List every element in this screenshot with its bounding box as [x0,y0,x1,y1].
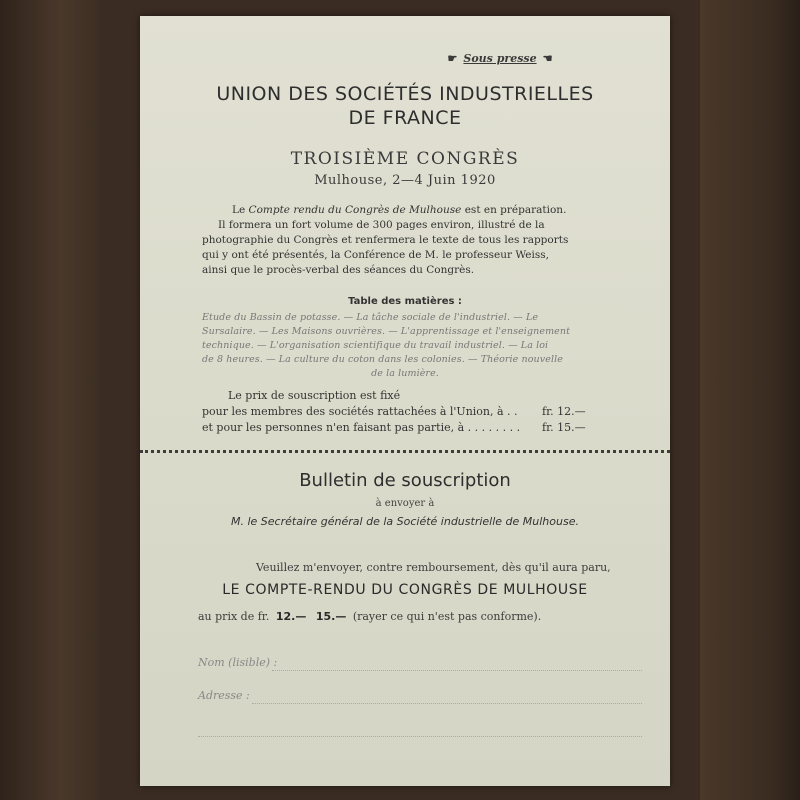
price-suffix: (rayer ce qui n'est pas conforme). [352,610,542,623]
address-field-line-2[interactable] [198,736,642,737]
pricing-members-label: pour les membres des sociétés rattachées à l'Union, à . . [202,405,518,418]
intro-line-4: qui y ont été présentés, la Conférence de M. le professeur Weiss, [202,249,549,261]
address-field[interactable] [252,703,642,704]
intro-line-2: Il formera un fort volume de 300 pages environ, illustré de la [218,219,545,231]
name-field[interactable] [272,670,642,671]
congres-subtitle: Mulhouse, 2—4 Juin 1920 [314,173,496,188]
bulletin-send-to: à envoyer à [375,498,435,509]
perforation-line [140,450,670,453]
book-title: LE COMPTE-RENDU DU CONGRÈS DE MULHOUSE [222,582,588,598]
org-title-line1: UNION DES SOCIÉTÉS INDUSTRIELLES [216,83,594,105]
intro-line-1-italic: Compte rendu du Congrès de Mulhouse [248,204,462,216]
pricing-others-price: fr. 15.— [542,421,586,434]
price-option-15: 15.— [315,610,347,623]
press-banner-label: Sous presse [463,51,537,65]
toc-heading: Table des matières : [348,296,462,307]
toc-line: Etude du Bassin de potasse. — La tâche sociale de l'industriel. — Le [202,312,539,323]
intro-line-1-pre: Le [232,204,249,216]
bulletin-recipient: M. le Secrétaire général de la Société industrielle de Mulhouse. [231,515,579,528]
toc-line: technique. — L'organisation scientifique du travail industriel. — La loi [202,340,549,351]
pricing-others-label: et pour les personnes n'en faisant pas partie, à . . . . . . . . [202,421,521,434]
table-surface-right [700,0,800,800]
price-option-12: 12.— [275,610,307,623]
pricing-intro: Le prix de souscription est fixé [228,389,401,402]
bulletin-price-line [198,610,541,623]
pointing-hand-right-icon: ☛ [447,51,458,65]
bulletin-title: Bulletin de souscription [299,470,511,491]
name-field-label: Nom (lisible) : [198,656,278,669]
intro-line-5: ainsi que le procès-verbal des séances du Congrès. [202,264,475,276]
table-surface-left [0,0,100,800]
congres-title: TROISIÈME CONGRÈS [290,149,520,169]
intro-line-3: photographie du Congrès et renfermera le texte de tous les rapports [202,234,569,246]
toc-line: de 8 heures. — La culture du coton dans les colonies. — Théorie nouvelle [202,354,563,365]
press-banner [425,50,575,66]
toc-line: Sursalaire. — Les Maisons ouvrières. — L'apprentissage et l'enseignement [202,326,571,337]
bulletin-request: Veuillez m'envoyer, contre remboursement, dès qu'il aura paru, [256,561,611,574]
pricing-members-price: fr. 12.— [542,405,586,418]
address-field-label: Adresse : [198,689,250,702]
pointing-hand-left-icon: ☚ [542,51,553,65]
price-prefix: au prix de fr. [198,610,270,623]
org-title-line2: DE FRANCE [348,107,462,129]
document-sheet [140,16,670,786]
intro-line-1-post: est en préparation. [461,204,567,216]
intro-line-1 [232,204,566,216]
toc-line: de la lumière. [371,368,439,379]
